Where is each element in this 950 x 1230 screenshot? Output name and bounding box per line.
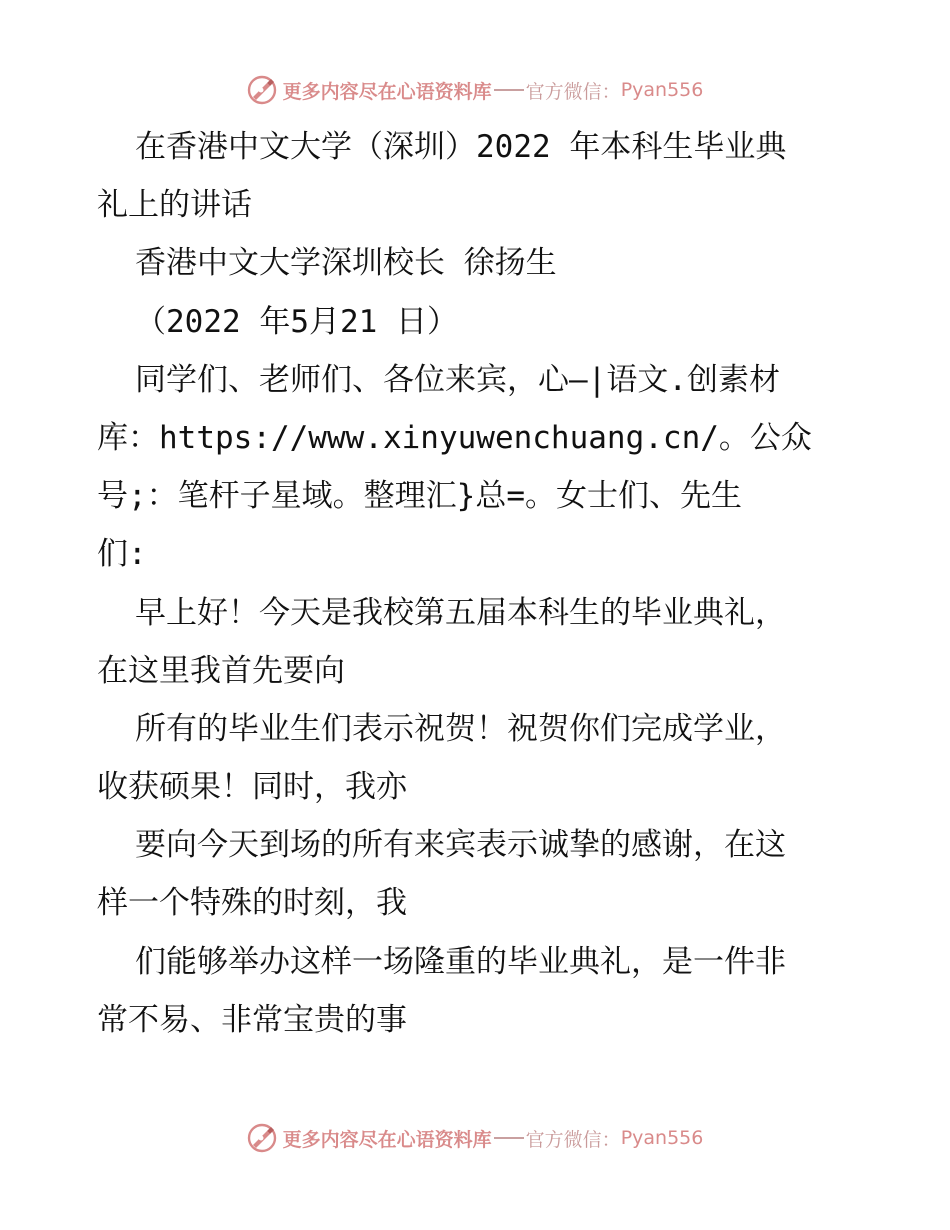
watermark-dash [494, 1137, 524, 1139]
doc-paragraph-line: 早上好！今天是我校第五届本科生的毕业典礼， [135, 594, 786, 631]
watermark-wechat-id: Pyan556 [620, 1127, 704, 1149]
doc-paragraph-line: 们能够举办这样一场隆重的毕业典礼，是一件非 [135, 943, 786, 980]
watermark-text: 更多内容尽在心语资料库 [282, 1128, 492, 1151]
doc-paragraph-line: 在这里我首先要向 [97, 652, 345, 689]
doc-paragraph-line: 同学们、老师们、各位来宾，心—|语文.创素材 [135, 361, 780, 398]
watermark-text: 更多内容尽在心语资料库 [282, 80, 492, 103]
footer-watermark [0, 1118, 950, 1158]
doc-paragraph-line: 们: [97, 536, 147, 573]
doc-author: 香港中文大学深圳校长 徐扬生 [135, 245, 557, 282]
pen-logo-icon [247, 1123, 277, 1153]
watermark-wechat-id: Pyan556 [620, 79, 704, 101]
header-watermark [0, 70, 950, 110]
doc-paragraph-line: 样一个特殊的时刻，我 [97, 885, 407, 922]
watermark-wechat-label: 官方微信： [525, 80, 621, 103]
doc-paragraph-line: 要向今天到场的所有来宾表示诚挚的感谢，在这 [135, 827, 786, 864]
doc-title-line2: 礼上的讲话 [97, 187, 252, 224]
doc-paragraph-line: 收获硕果！同时，我亦 [97, 769, 407, 806]
doc-date: （2022 年5月21 日） [135, 303, 458, 340]
pen-logo-icon [247, 75, 277, 105]
doc-title-line1: 在香港中文大学（深圳）2022 年本科生毕业典 [135, 129, 787, 165]
watermark-wechat-label: 官方微信： [525, 1128, 621, 1151]
doc-paragraph-line: 所有的毕业生们表示祝贺！祝贺你们完成学业， [135, 710, 786, 747]
document-body [97, 118, 857, 1049]
doc-paragraph-line: 常不易、非常宝贵的事 [97, 1001, 407, 1038]
doc-paragraph-line: 号;：笔杆子星域。整理汇}总=。女士们、先生 [97, 478, 742, 515]
doc-paragraph-line: 库：https://www.xinyuwenchuang.cn/。公众 [97, 419, 812, 456]
watermark-dash [494, 89, 524, 91]
